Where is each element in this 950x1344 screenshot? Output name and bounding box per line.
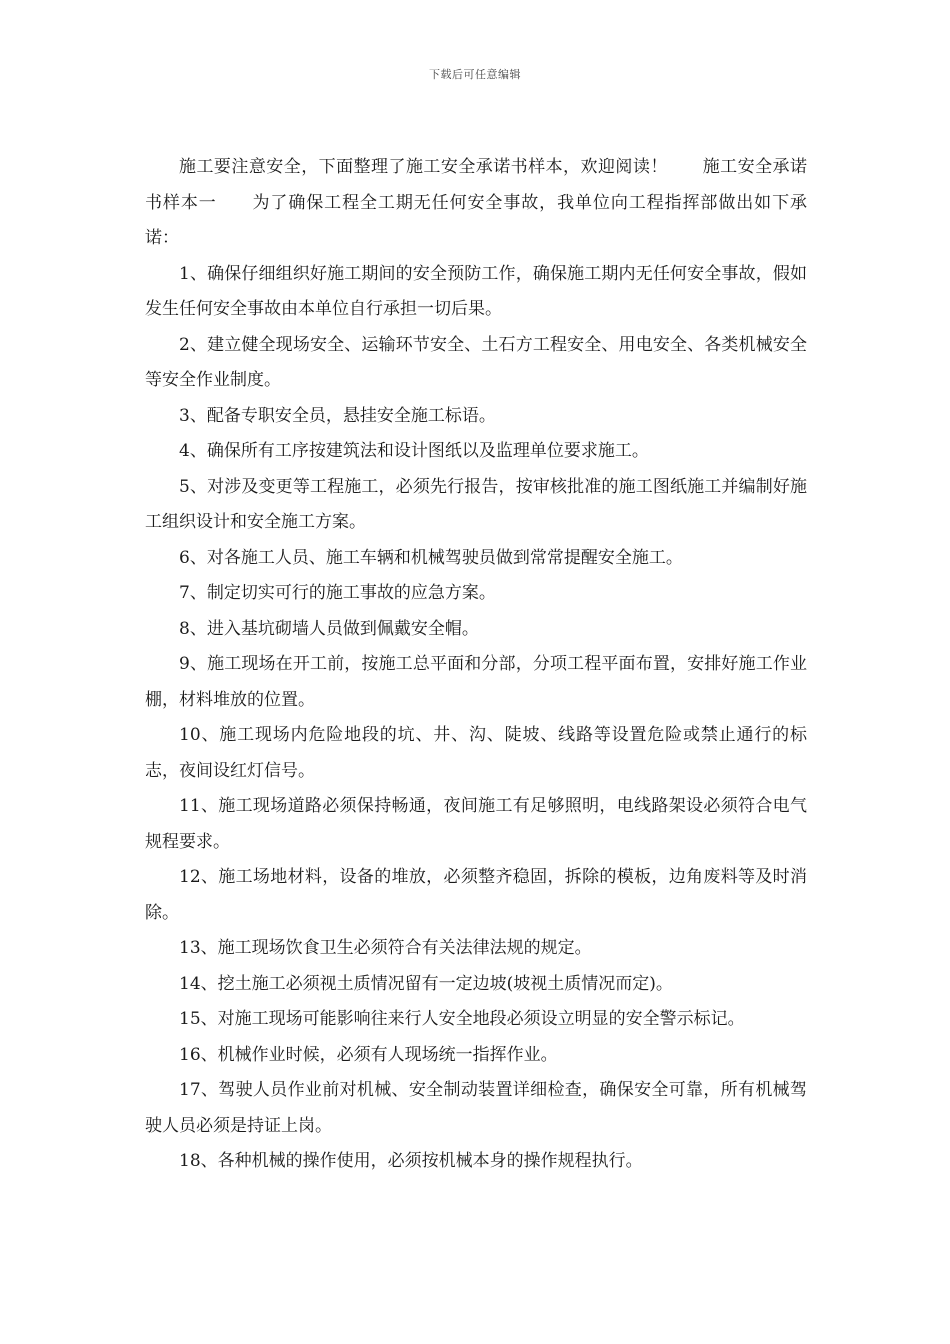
commitment-item-3: 3、配备专职安全员，悬挂安全施工标语。: [179, 405, 496, 426]
commitment-item-8: 8、进入基坑砌墙人员做到佩戴安全帽。: [179, 618, 479, 639]
commitment-item-7: 7、制定切实可行的施工事故的应急方案。: [179, 583, 496, 603]
commitment-item-4: 4、确保所有工序按建筑法和设计图纸以及监理单位要求施工。: [179, 441, 649, 461]
intro-paragraph: 施工要注意安全，下面整理了施工安全承诺书样本，欢迎阅读！ 施工安全承诺书样本一 为了确保工程全工期无任何安全事故，我单位向工程指挥部做出如下承诺：: [145, 157, 807, 248]
commitment-item-6: 6、对各施工人员、施工车辆和机械驾驶员做到常常提醒安全施工。: [179, 547, 683, 568]
commitment-item-2: 2、建立健全现场安全、运输环节安全、土石方工程安全、用电安全、各类机械安全等安全作业制度。: [145, 334, 807, 390]
document-body: [145, 150, 807, 1180]
commitment-item-9: 9、施工现场在开工前，按施工总平面和分部，分项工程平面布置，安排好施工作业棚，材料堆放的位置。: [145, 654, 807, 710]
commitment-item-11: 11、施工现场道路必须保持畅通，夜间施工有足够照明，电线路架设必须符合电气规程要求。: [145, 796, 807, 852]
commitment-item-16: 16、机械作业时候，必须有人现场统一指挥作业。: [179, 1044, 558, 1065]
commitment-item-14: 14、挖土施工必须视土质情况留有一定边坡(坡视土质情况而定)。: [179, 973, 673, 994]
commitment-item-17: 17、驾驶人员作业前对机械、安全制动装置详细检查，确保安全可靠，所有机械驾驶人员必须是持证上岗。: [145, 1080, 807, 1136]
commitment-item-1: 1、确保仔细组织好施工期间的安全预防工作，确保施工期内无任何安全事故，假如发生任何安全事故由本单位自行承担一切后果。: [145, 263, 807, 319]
commitment-item-12: 12、施工场地材料，设备的堆放，必须整齐稳固，拆除的模板，边角废料等及时消除。: [145, 867, 807, 923]
commitment-item-15: 15、对施工现场可能影响往来行人安全地段必须设立明显的安全警示标记。: [179, 1009, 745, 1029]
commitment-item-10: 10、施工现场内危险地段的坑、井、沟、陡坡、线路等设置危险或禁止通行的标志，夜间设红灯信号。: [145, 725, 807, 781]
page-header: 下载后可任意编辑: [429, 68, 521, 81]
commitment-item-5: 5、对涉及变更等工程施工，必须先行报告，按审核批准的施工图纸施工并编制好施工组织设计和安全施工方案。: [145, 476, 807, 532]
commitment-item-13: 13、施工现场饮食卫生必须符合有关法律法规的规定。: [179, 938, 592, 958]
commitment-item-18: 18、各种机械的操作使用，必须按机械本身的操作规程执行。: [179, 1151, 643, 1171]
